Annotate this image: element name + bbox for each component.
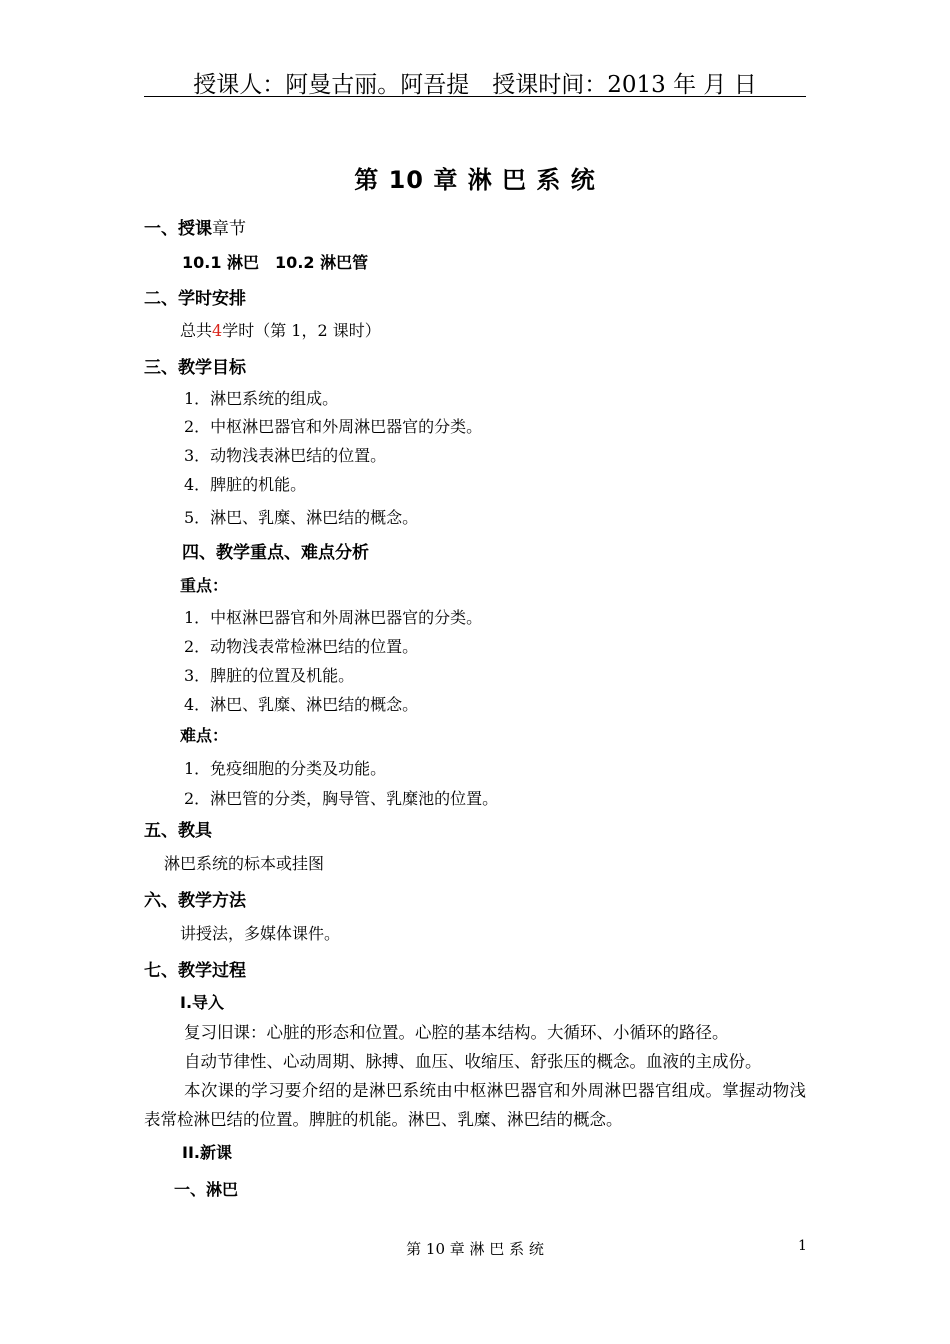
list-item: 4．脾脏的机能。 (184, 475, 307, 494)
section3-heading: 三、教学目标 (144, 358, 246, 378)
section2-content (180, 318, 381, 341)
page-footer: 第 10 章 淋 巴 系 统 (406, 1240, 544, 1258)
list-item: 2．淋巴管的分类，胸导管、乳糜池的位置。 (184, 789, 499, 808)
review-paragraph-1: 复习旧课：心脏的形态和位置。心腔的基本结构。大循环、小循环的路径。 (184, 1023, 729, 1042)
lesson-subheading: 一、淋巴 (174, 1180, 239, 1199)
section1-heading (144, 214, 246, 239)
list-item: 2．中枢淋巴器官和外周淋巴器官的分类。 (184, 417, 483, 436)
key-points-label: 重点： (180, 576, 229, 595)
list-item: 1．免疫细胞的分类及功能。 (184, 759, 387, 778)
new-lesson-label: II.新课 (182, 1143, 232, 1162)
section1-heading-light: 章节 (212, 219, 246, 239)
section6-content: 讲授法，多媒体课件。 (180, 924, 341, 943)
page-number: 1 (798, 1238, 807, 1254)
list-item: 1．中枢淋巴器官和外周淋巴器官的分类。 (184, 608, 483, 627)
list-item: 3．脾脏的位置及机能。 (184, 666, 355, 685)
list-item: 4．淋巴、乳糜、淋巴结的概念。 (184, 695, 419, 714)
list-item: 5．淋巴、乳糜、淋巴结的概念。 (184, 508, 419, 527)
hours-count: 4 (212, 321, 223, 340)
chapter-title: 第 10 章 淋 巴 系 统 (354, 166, 596, 194)
hours-suffix: 学时（第 1，2 课时） (222, 321, 381, 340)
list-item: 2．动物浅表常检淋巴结的位置。 (184, 637, 419, 656)
list-item: 3．动物浅表淋巴结的位置。 (184, 446, 387, 465)
section7-heading: 七、教学过程 (144, 961, 246, 981)
section5-heading: 五、教具 (144, 821, 212, 841)
hours-prefix: 总共 (180, 321, 213, 340)
page-header: 授课人：阿曼古丽。阿吾提 授课时间：2013 年 月 日 (193, 72, 757, 98)
section5-content: 淋巴系统的标本或挂图 (164, 854, 325, 873)
section4-heading: 四、教学重点、难点分析 (182, 543, 369, 563)
section2-heading: 二、学时安排 (144, 289, 246, 309)
section6-heading: 六、教学方法 (144, 891, 246, 911)
list-item: 1．淋巴系统的组成。 (184, 389, 339, 408)
header-rule (144, 96, 806, 97)
section1-content: 10.1 淋巴 10.2 淋巴管 (182, 253, 369, 272)
intro-label: I.导入 (180, 993, 225, 1012)
review-paragraph-3: 本次课的学习要介绍的是淋巴系统由中枢淋巴器官和外周淋巴器官组成。掌握动物浅表常检淋巴结的位置。脾脏的机能。淋巴、乳糜、淋巴结的概念。 (144, 1081, 806, 1129)
difficult-points-label: 难点： (180, 726, 229, 745)
section1-heading-bold: 一、授课 (144, 219, 212, 239)
review-paragraph-2: 自动节律性、心动周期、脉搏、血压、收缩压、舒张压的概念。血液的主成份。 (184, 1052, 762, 1071)
